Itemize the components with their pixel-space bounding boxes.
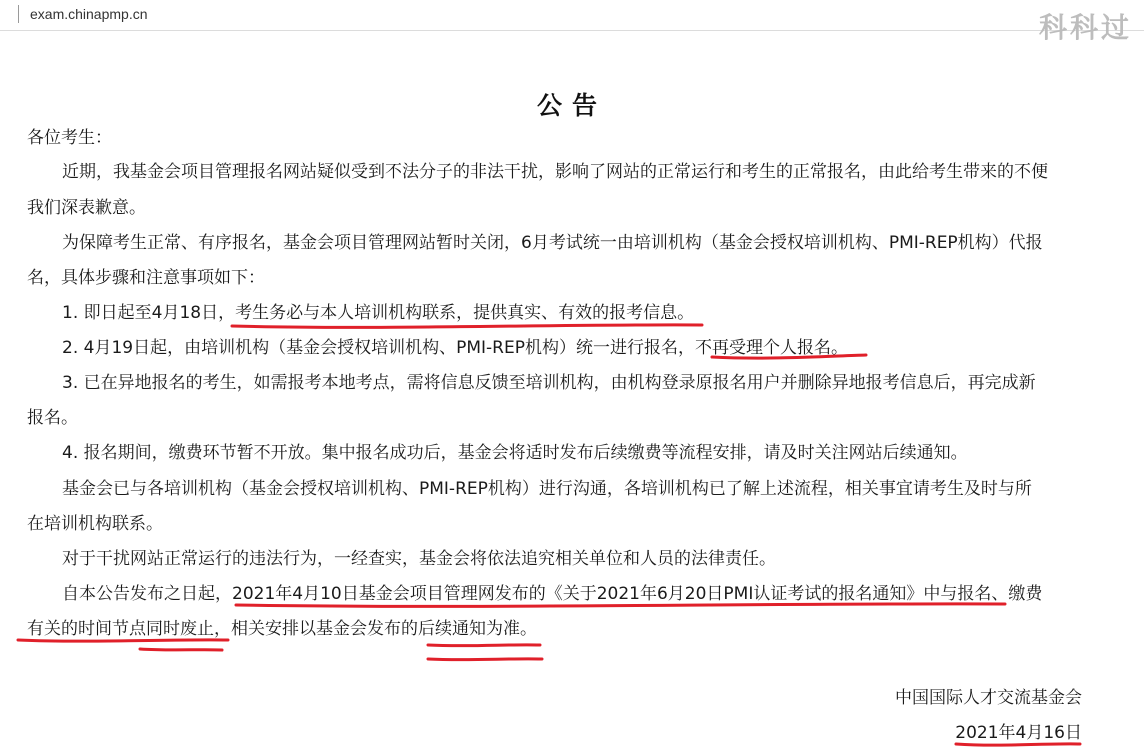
signature: 中国国际人才交流基金会 xyxy=(895,688,1082,708)
paragraph-line: 我们深表歉意。 xyxy=(27,198,146,218)
underline-mark xyxy=(232,325,702,328)
step-item: 1. 即日起至4月18日，考生务必与本人培训机构联系，提供真实、有效的报考信息。 xyxy=(62,303,695,323)
underline-mark xyxy=(428,645,540,646)
paragraph-line: 报名。 xyxy=(27,408,78,428)
step-item: 2. 4月19日起，由培训机构（基金会授权培训机构、PMI-REP机构）统一进行报名，不再受理个人报名。 xyxy=(62,338,848,358)
notice-title: 公告 xyxy=(536,91,607,120)
watermark: 科科过 xyxy=(1038,11,1132,44)
notice-date: 2021年4月16日 xyxy=(955,723,1082,743)
address-bar[interactable] xyxy=(0,0,1144,31)
underline-mark xyxy=(140,649,222,650)
underline-mark xyxy=(428,659,542,660)
paragraph-line: 近期，我基金会项目管理报名网站疑似受到不法分子的非法干扰，影响了网站的正常运行和考生的正常报名，由此给考生带来的不便 xyxy=(62,162,1048,182)
paragraph-line: 对于干扰网站正常运行的违法行为，一经查实，基金会将依法追究相关单位和人员的法律责任。 xyxy=(62,549,776,569)
step-item: 3. 已在异地报名的考生，如需报考本地考点，需将信息反馈至培训机构，由机构登录原报名用户并删除异地报考信息后，再完成新 xyxy=(62,373,1036,393)
paragraph-line: 自本公告发布之日起，2021年4月10日基金会项目管理网发布的《关于2021年6月20日PMI认证考试的报名通知》中与报名、缴费 xyxy=(62,584,1043,604)
url-text[interactable]: exam.chinapmp.cn xyxy=(30,6,148,22)
salutation: 各位考生： xyxy=(27,128,112,148)
paragraph-line: 名，具体步骤和注意事项如下： xyxy=(27,268,265,288)
paragraph-line: 有关的时间节点同时废止，相关安排以基金会发布的后续通知为准。 xyxy=(27,619,537,639)
paragraph-line: 为保障考生正常、有序报名，基金会项目管理网站暂时关闭，6月考试统一由培训机构（基金会授权培训机构、PMI-REP机构）代报 xyxy=(62,233,1043,253)
step-item: 4. 报名期间，缴费环节暂不开放。集中报名成功后，基金会将适时发布后续缴费等流程安排，请及时关注网站后续通知。 xyxy=(62,443,968,463)
paragraph-line: 在培训机构联系。 xyxy=(27,514,163,534)
text-cursor xyxy=(18,5,19,23)
paragraph-line: 基金会已与各培训机构（基金会授权培训机构、PMI-REP机构）进行沟通，各培训机构已了解上述流程，相关事宜请考生及时与所 xyxy=(62,479,1032,499)
